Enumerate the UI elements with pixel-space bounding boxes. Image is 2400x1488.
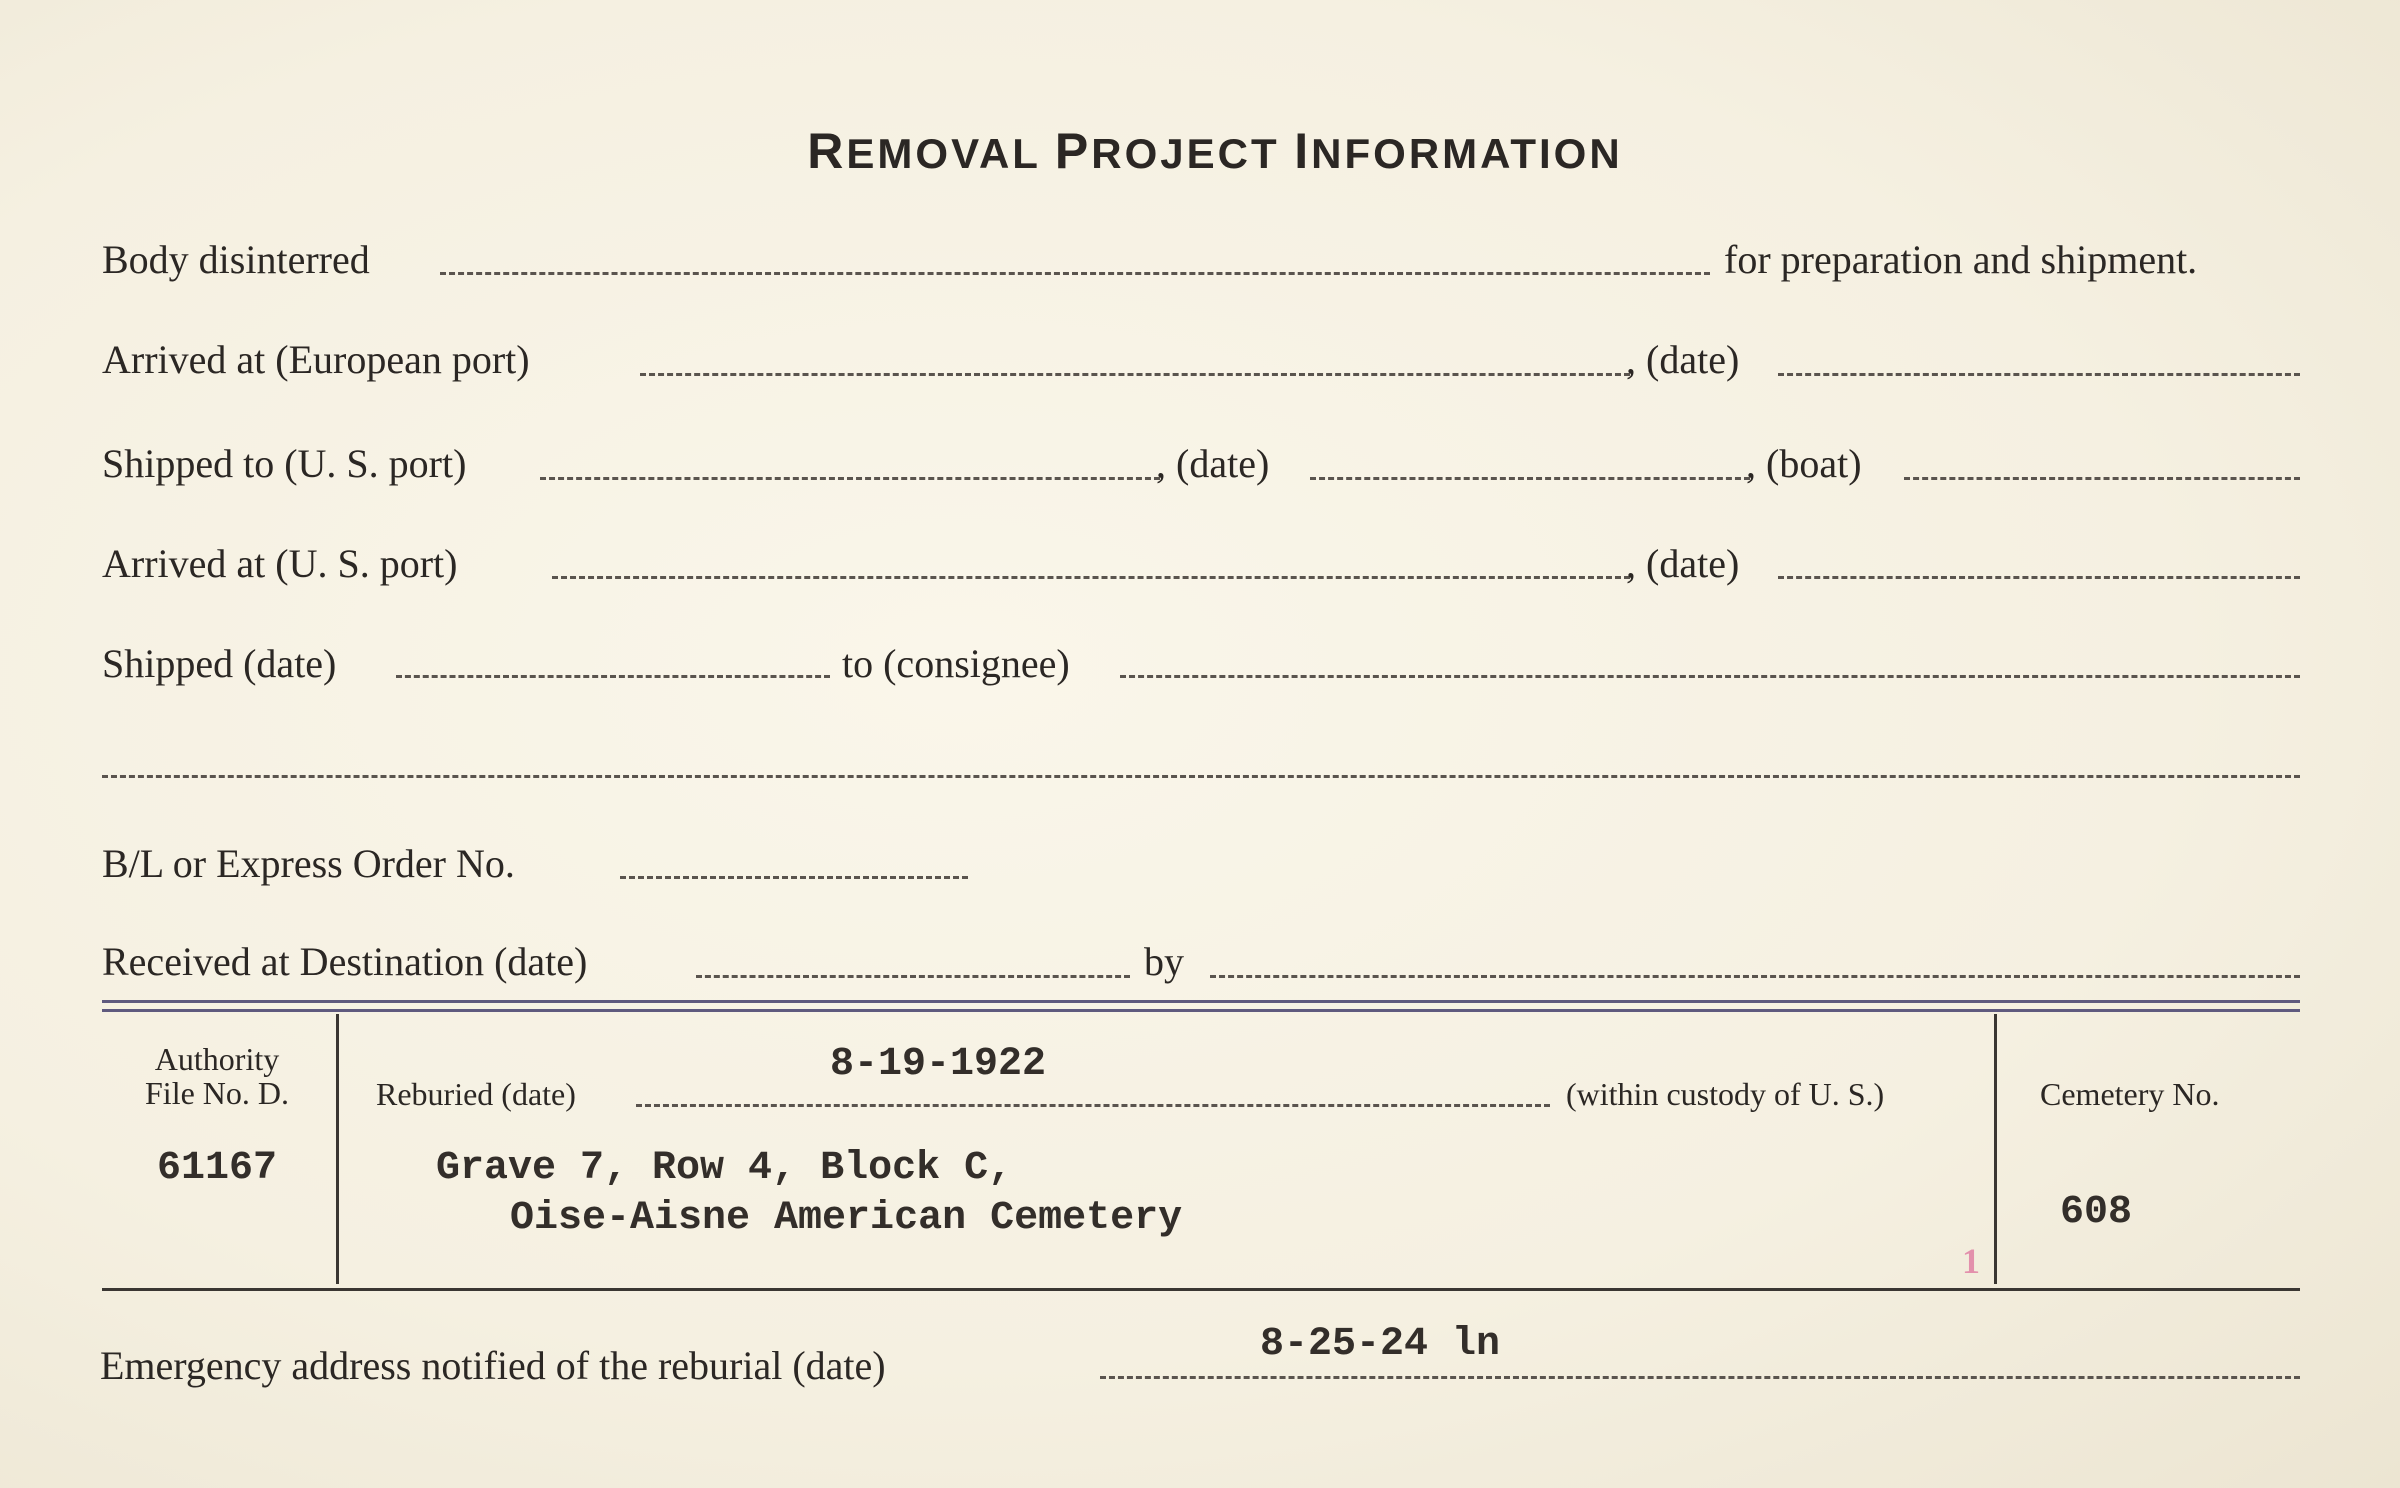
double-rule-bottom [102,1009,2300,1012]
authority-line-2: File No. D. [145,1075,289,1111]
authority-label [110,1042,324,1110]
bl-express-order-label: B/L or Express Order No. [102,841,515,886]
received-by-field [1210,975,2300,978]
received-destination-label: Received at Destination (date) [102,939,588,984]
emergency-notified-date-value: 8-25-24 ln [1260,1322,1501,1367]
received-date-field [696,975,1130,978]
boat-field [1904,477,2300,480]
shipped-date-row-label: Shipped (date) [102,641,337,686]
red-stamp-mark: 1 [1962,1241,1980,1281]
consignee-field [1120,675,2300,678]
title-rest-project: ROJECT [1091,130,1295,177]
file-number-value: 61167 [156,1146,278,1191]
preparation-shipment-label: for preparation and shipment. [1724,237,2198,282]
title-initial-r: R [807,123,847,179]
reburied-date-value: 8-19-1922 [830,1042,1047,1087]
title-rest-information: NFORMATION [1311,130,1623,177]
shipped-date-label: , (date) [1156,441,1270,486]
shipped-to-us-port-label: Shipped to (U. S. port) [102,441,467,486]
shipped-date-row-field [396,675,830,678]
cemetery-number-label: Cemetery No. [2040,1076,2220,1112]
arrived-us-port-label: Arrived at (U. S. port) [102,541,458,586]
title-initial-i: I [1294,123,1312,179]
grave-location-line-2: Oise-Aisne American Cemetery [510,1196,1183,1241]
arrived-us-port-field [552,576,1630,579]
consignee-label: to (consignee) [842,641,1070,686]
arrived-us-date-field [1778,576,2300,579]
box-divider-left [336,1014,339,1284]
body-disinterred-field [440,272,1710,275]
boat-label: , (boat) [1746,441,1862,486]
card-title [0,122,2400,180]
emergency-notified-date-field [1100,1376,2300,1379]
body-disinterred-label: Body disinterred [102,237,370,282]
arrived-european-port-label: Arrived at (European port) [102,337,530,382]
european-date-label: , (date) [1626,337,1740,382]
emergency-address-label: Emergency address notified of the reburial (date) [100,1343,886,1388]
european-date-field [1778,373,2300,376]
reburied-date-field [636,1104,1550,1107]
received-by-label: by [1144,939,1184,984]
authority-line-1: Authority [154,1041,280,1077]
arrived-us-date-label: , (date) [1626,541,1740,586]
double-rule-top [102,1000,2300,1003]
reburied-date-label: Reburied (date) [376,1076,576,1112]
grave-location-line-1: Grave 7, Row 4, Block C, [436,1146,1013,1191]
custody-label: (within custody of U. S.) [1566,1076,1885,1112]
cemetery-number-value: 608 [2060,1190,2133,1235]
title-rest-removal: EMOVAL [846,130,1055,177]
box-divider-right [1994,1014,1997,1284]
bl-express-order-field [620,876,968,879]
title-initial-p: P [1054,123,1092,179]
box-bottom-rule [102,1288,2300,1291]
us-port-field [540,477,1160,480]
shipped-date-field [1310,477,1750,480]
consignee-continuation-field [102,775,2300,778]
european-port-field [640,373,1630,376]
